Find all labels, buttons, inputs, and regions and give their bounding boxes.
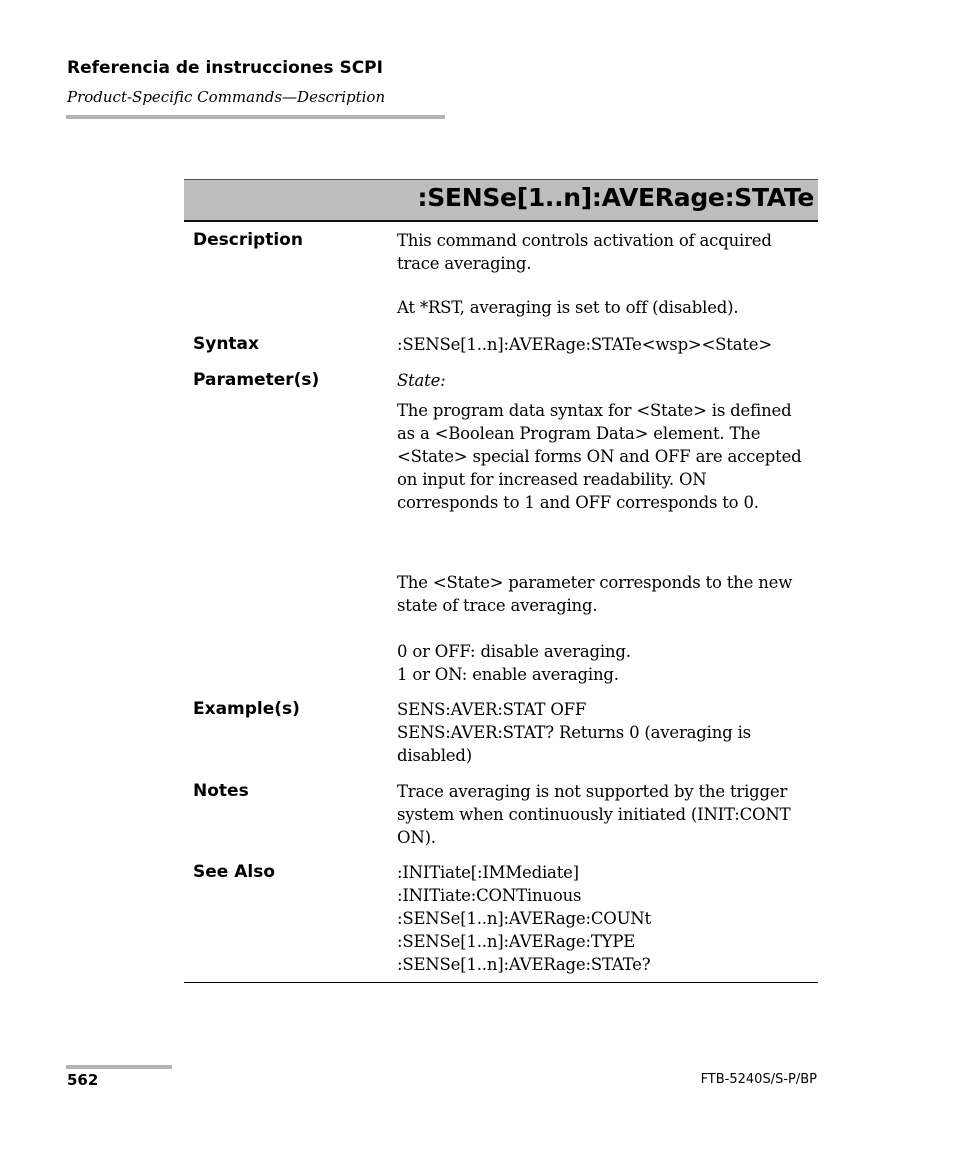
table-end-rule <box>184 982 818 983</box>
description-text: This command controls activation of acquired trace averaging. <box>397 231 772 273</box>
command-title-bar <box>184 179 818 222</box>
page-number: 562 <box>67 1071 99 1089</box>
parameters-label: Parameter(s) <box>193 370 320 390</box>
description-rst-text: At *RST, averaging is set to off (disabled). <box>397 298 739 317</box>
parameter-syntax-text: The program data syntax for <State> is defined as a <Boolean Program Data> element. The <State> special forms ON and OFF are accepted on input for increased readability. ON corresponds to 1 and OFF corresponds to 0. <box>397 401 802 512</box>
see-also-text: :INITiate[:IMMediate] :INITiate:CONTinuous :SENSe[1..n]:AVERage:COUNt :SENSe[1..n]:AVERage:TYPE :SENSe[1..n]:AVERage:STATe? <box>397 863 651 974</box>
header-rule <box>66 115 445 119</box>
parameter-name: State: <box>397 371 446 390</box>
running-header-subtitle: Product-Specific Commands—Description <box>67 88 386 106</box>
syntax-label: Syntax <box>193 334 259 354</box>
syntax-text: :SENSe[1..n]:AVERage:STATe<wsp><State> <box>397 335 772 354</box>
notes-label: Notes <box>193 781 249 801</box>
see-also-label: See Also <box>193 862 276 882</box>
parameter-state-text: The <State> parameter corresponds to the new state of trace averaging. <box>397 573 793 615</box>
footer-rule <box>66 1065 172 1069</box>
product-name: FTB-5240S/S-P/BP <box>700 1072 817 1087</box>
command-title: :SENSe[1..n]:AVERage:STATe <box>417 183 814 212</box>
parameter-values-text: 0 or OFF: disable averaging. 1 or ON: enable averaging. <box>397 642 631 684</box>
description-label: Description <box>193 230 303 250</box>
running-header-title: Referencia de instrucciones SCPI <box>67 58 383 78</box>
notes-text: Trace averaging is not supported by the trigger system when continuously initiated (INIT:CONT ON). <box>397 782 791 847</box>
examples-text: SENS:AVER:STAT OFF SENS:AVER:STAT? Returns 0 (averaging is disabled) <box>397 700 751 765</box>
examples-label: Example(s) <box>193 699 300 719</box>
